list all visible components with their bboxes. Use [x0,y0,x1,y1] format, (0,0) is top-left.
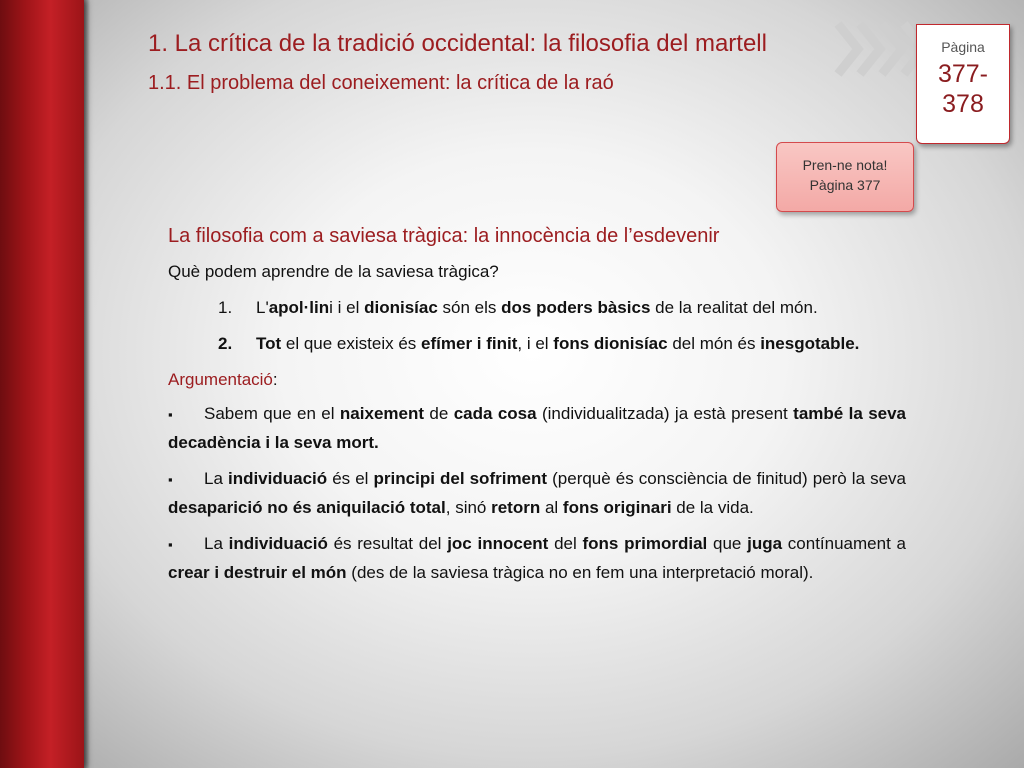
text-run: , sinó [445,498,492,517]
text-run: La [204,469,228,488]
bullet-item [168,400,906,457]
bold-text-run: principi del sofriment [373,469,548,488]
bold-text-run: naixement [339,404,425,423]
slide-subtitle: 1.1. El problema del coneixement: la crítica de la raó [148,72,614,94]
text-run: La [204,534,229,553]
text-run: (des de la saviesa tràgica no en fem una interpretació moral). [346,563,814,582]
bold-text-run: Tot [256,334,282,353]
bullet-text [168,469,906,517]
slide-title: 1. La crítica de la tradició occidental: la filosofia del martell [148,30,767,57]
item-text [256,294,906,322]
bullet-text [168,404,906,452]
note-line2: Pàgina 377 [809,177,881,193]
page-reference-box [916,24,1010,144]
bold-text-run: dionisíac [364,298,438,317]
text-run: de la realitat del món. [650,298,818,317]
item-number: 2. [218,334,233,353]
text-run: (individualitzada) ja està present [536,404,794,423]
text-run: són els [437,298,502,317]
text-run: que [707,534,748,553]
text-run: és el [327,469,374,488]
bold-text-run: dos poders bàsics [501,298,651,317]
item-number: 1. [218,298,233,317]
text-run: del [548,534,583,553]
text-run: de la vida. [671,498,754,517]
bold-text-run: joc innocent [447,534,549,553]
text-run: és resultat del [327,534,448,553]
text-run: al [540,498,563,517]
page-number [917,59,1009,119]
text-run: de [424,404,454,423]
text-run: el que existeix és [281,334,422,353]
bold-text-run: apol·lin [268,298,330,317]
slide-content [168,222,906,595]
text-run: contínuament a [782,534,906,553]
bullet-item [168,530,906,587]
page-number-line2: 378 [942,90,984,118]
bold-text-run: individuació [228,534,328,553]
numbered-item [218,294,906,322]
page-number-line1: 377- [937,60,989,88]
note-line1: Pren-ne nota! [802,157,888,173]
argument-heading [168,366,906,394]
argument-label: Argumentació [168,370,273,389]
content-question: Què podem aprendre de la saviesa tràgica? [168,262,499,281]
bullet-square-icon: ▪ [168,407,173,422]
text-run: (perquè és consciència de finitud) però la seva [547,469,907,488]
bold-text-run: efímer i finit [421,334,518,353]
bullet-square-icon: ▪ [168,537,173,552]
bold-text-run: inesgotable. [760,334,860,353]
left-accent-bar [0,0,84,768]
bullet-text [168,534,906,582]
bold-text-run: fons primordial [582,534,708,553]
bold-text-run: fons dionisíac [553,334,668,353]
bold-text-run: individuació [227,469,328,488]
text-run: L' [256,298,269,317]
item-text [256,330,906,358]
bullet-item [168,465,906,522]
page-label: Pàgina [941,39,985,55]
bold-text-run: cada cosa [453,404,537,423]
content-heading: La filosofia com a saviesa tràgica: la innocència de l’esdevenir [168,225,720,247]
text-run: , i el [517,334,554,353]
text-run: Sabem que en el [204,404,340,423]
bold-text-run: crear i destruir el món [168,563,347,582]
bold-text-run: retorn [491,498,541,517]
bullet-square-icon: ▪ [168,472,173,487]
numbered-item [218,330,906,358]
text-run: del món és [667,334,761,353]
argument-colon: : [272,370,278,389]
chevrons-decoration-icon [832,20,928,78]
bold-text-run: també la seva decadència i la seva mort. [168,404,907,452]
bold-text-run: fons originari [562,498,672,517]
bold-text-run: desaparició no és aniquilació total [168,498,446,517]
take-note-box [776,142,914,212]
bold-text-run: juga [747,534,783,553]
text-run: i i el [329,298,365,317]
